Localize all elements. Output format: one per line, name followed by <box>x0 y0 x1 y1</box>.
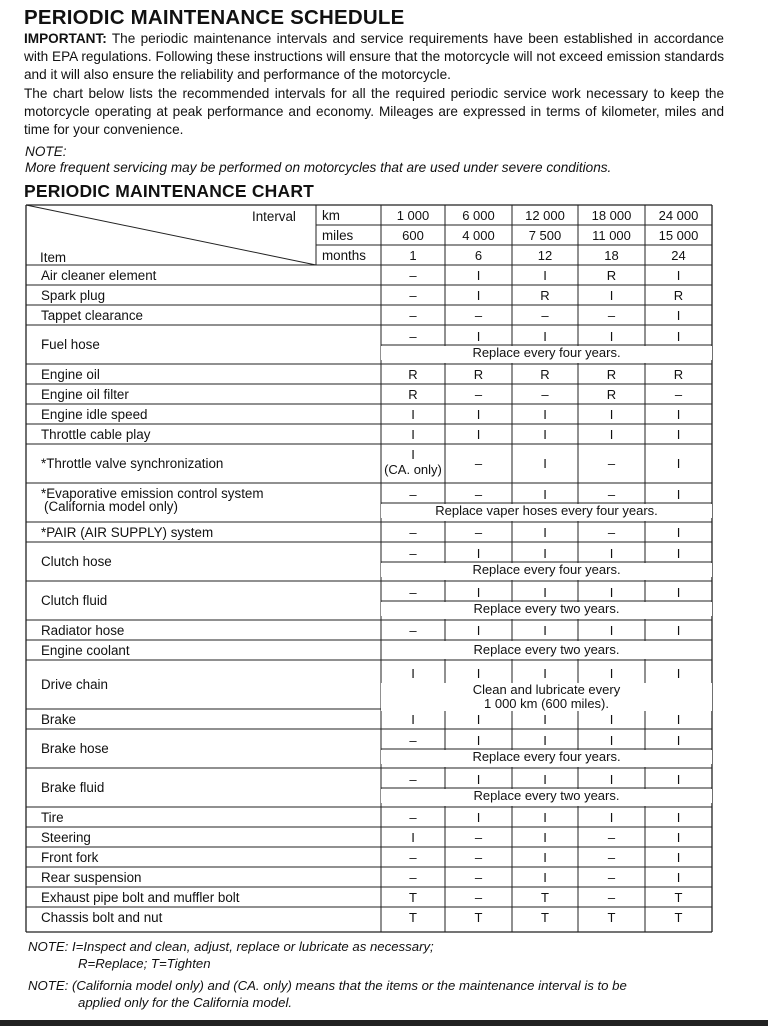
cell-value: I <box>543 711 547 727</box>
cell-value: I <box>476 287 481 303</box>
maintenance-chart <box>26 205 712 932</box>
cell-value: – <box>409 732 417 748</box>
interval-months-3: 18 <box>604 248 619 263</box>
cell-value: I <box>476 622 481 638</box>
row-item-label: Engine oil filter <box>41 386 129 402</box>
cell-value: I <box>609 732 614 748</box>
row-item-label: Drive chain <box>41 677 108 692</box>
row-item-label: Exhaust pipe bolt and muffler bolt <box>41 889 240 905</box>
intro-paragraph: The chart below lists the recommended intervals for all the required periodic service work necessary to keep the motorcycle operating at peak performance and economy. Mileages are expressed in terms of kilometer, miles and time for your convenience. <box>24 86 724 138</box>
cell-value: I <box>676 771 681 787</box>
interval-miles-1: 4 000 <box>462 228 495 243</box>
cell-value: I <box>676 426 681 442</box>
cell-value: – <box>474 889 483 905</box>
cell-value: T <box>541 909 549 925</box>
cell-value: T <box>409 889 417 905</box>
footnote-1-line-2: R=Replace; T=Tighten <box>78 956 211 971</box>
cell-value: I <box>609 287 614 303</box>
cell-value: I <box>609 711 614 727</box>
cell-value: I <box>411 711 415 727</box>
cell-value: – <box>474 829 483 845</box>
cell-value: I <box>543 426 547 442</box>
cell-value: I <box>609 426 614 442</box>
cell-value: T <box>674 909 683 925</box>
unit-label-months: months <box>322 248 366 263</box>
interval-km-3: 18 000 <box>591 208 632 223</box>
row-item-label: *PAIR (AIR SUPPLY) system <box>41 524 214 540</box>
cell-value: – <box>409 771 417 787</box>
cell-value: I <box>609 406 614 422</box>
cell-value: I <box>476 426 481 442</box>
cell-value: R <box>473 366 484 382</box>
cell-value: – <box>409 584 417 600</box>
cell-value: I <box>476 328 481 344</box>
note-text: More frequent servicing may be performed on motorcycles that are used under severe conditions. <box>25 160 612 175</box>
footnote-2-line-2: applied only for the California model. <box>78 995 293 1010</box>
cell-value: – <box>409 328 417 344</box>
span-note: Replace every two years. <box>473 642 620 657</box>
cell-value: R <box>540 287 550 303</box>
cell-value: – <box>409 849 417 865</box>
row-item-label: *Throttle valve synchronization <box>41 456 224 471</box>
important-text: The periodic maintenance intervals and service requirements have been established in accordance with EPA regulations. Following these instructions will ensure that the motorcycle will not exceed emission standards and it will also ensure the reliability and performance of the motorcycle. <box>24 31 724 83</box>
cell-value: – <box>607 456 616 471</box>
cell-value: – <box>541 307 549 323</box>
cell-value: I <box>543 486 547 502</box>
row-item-label: Tire <box>41 809 64 825</box>
cell-value: – <box>607 307 616 323</box>
cell-value: I <box>411 829 415 845</box>
cell-value: R <box>673 287 684 303</box>
cell-value: – <box>409 287 417 303</box>
cell-value: – <box>607 829 616 845</box>
cell-value: I <box>676 545 681 561</box>
cell-value: I <box>543 267 547 283</box>
row-item-label: Chassis bolt and nut <box>41 909 163 925</box>
span-note: Replace vaper hoses every four years. <box>381 504 712 518</box>
interval-km-0: 1 000 <box>396 208 430 223</box>
cell-value: – <box>474 524 483 540</box>
row-item-label: Brake fluid <box>41 780 105 795</box>
interval-months-4: 24 <box>671 248 686 263</box>
cell-value: I <box>476 267 481 283</box>
cell-value: R <box>540 366 550 382</box>
cell-value: – <box>409 809 417 825</box>
cell-value: – <box>607 524 616 540</box>
cell-value: I <box>476 809 481 825</box>
cell-value: I <box>411 406 415 422</box>
cell-value: I <box>411 426 415 442</box>
cell-value: I <box>676 524 681 540</box>
cell-value: I <box>543 666 547 681</box>
cell-value: T <box>409 909 417 925</box>
cell-value: – <box>474 307 483 323</box>
interval-km-1: 6 000 <box>462 208 495 223</box>
cell-value: I <box>543 406 547 422</box>
row-item-label: Fuel hose <box>41 337 100 352</box>
cell-value: I <box>676 666 681 681</box>
note-label: NOTE: <box>25 144 67 159</box>
span-note: Replace every two years. <box>381 602 712 616</box>
interval-months-1: 6 <box>474 248 483 263</box>
interval-months-2: 12 <box>537 248 553 263</box>
cell-value: T <box>474 909 483 925</box>
cell-value: I <box>609 545 614 561</box>
cell-value: – <box>409 307 417 323</box>
footnote-2 <box>28 977 627 994</box>
span-note: Clean and lubricate every <box>381 683 712 707</box>
important-paragraph <box>24 30 724 85</box>
cell-value: R <box>606 267 617 283</box>
cell-value: I <box>676 406 681 422</box>
row-item-sublabel: (California model only) <box>44 499 178 514</box>
cell-value: – <box>409 622 417 638</box>
cell-value: – <box>409 267 417 283</box>
footnote-2-line-1: (California model only) and (CA. only) means that the items or the maintenance interval is to be <box>68 978 627 993</box>
cell-value: I <box>676 328 681 344</box>
cell-value: R <box>408 366 418 382</box>
row-item-label: Engine idle speed <box>41 406 148 422</box>
page-title: PERIODIC MAINTENANCE SCHEDULE <box>24 6 405 29</box>
cell-value: I <box>543 849 547 865</box>
cell-value: I <box>543 622 547 638</box>
cell-value: I <box>543 809 547 825</box>
footnote-1-label: NOTE: <box>28 939 69 954</box>
cell-value: I <box>609 809 614 825</box>
row-item-label: Brake hose <box>41 741 109 756</box>
cell-value: – <box>474 456 483 471</box>
footnote-1 <box>28 938 434 955</box>
cell-value: I <box>609 622 614 638</box>
cell-value: I <box>476 545 481 561</box>
item-header: Item <box>40 250 67 265</box>
interval-miles-0: 600 <box>402 228 424 243</box>
cell-value: – <box>474 486 483 502</box>
row-item-label: *Evaporative emission control system <box>41 486 264 501</box>
span-note-line-2: 1 000 km (600 miles). <box>381 697 712 711</box>
cell-value: I <box>543 456 547 471</box>
span-note: Replace every four years. <box>381 750 712 764</box>
row-item-label: Air cleaner element <box>41 267 157 283</box>
cell-value: – <box>409 524 417 540</box>
row-item-label: Radiator hose <box>41 622 125 638</box>
cell-value: I <box>676 307 681 323</box>
cell-value: I <box>543 829 547 845</box>
cell-value: T <box>607 909 616 925</box>
cell-value: I <box>676 711 681 727</box>
cell-value: – <box>409 545 417 561</box>
row-item-label: Throttle cable play <box>41 426 151 442</box>
span-note: Replace every two years. <box>381 789 712 803</box>
cell-value: I <box>609 666 614 681</box>
bottom-rule <box>0 1020 768 1026</box>
cell-value: I <box>609 771 614 787</box>
cell-value: I <box>609 584 614 600</box>
cell-value: R <box>606 366 617 382</box>
cell-value: I <box>676 622 681 638</box>
interval-km-2: 12 000 <box>525 208 565 223</box>
row-item-label: Engine oil <box>41 366 100 382</box>
cell-value: I <box>676 456 681 471</box>
row-item-label: Front fork <box>41 849 99 865</box>
cell-value: I <box>476 732 481 748</box>
cell-value: T <box>541 889 549 905</box>
row-item-label: Rear suspension <box>41 869 142 885</box>
cell-value: – <box>607 889 616 905</box>
interval-miles-3: 11 000 <box>592 228 631 243</box>
cell-value: I <box>476 771 481 787</box>
cell-value: I <box>411 447 415 462</box>
cell-value: I <box>476 711 481 727</box>
interval-miles-2: 7 500 <box>528 228 562 243</box>
cell-value: – <box>541 386 549 402</box>
cell-value: – <box>474 849 483 865</box>
cell-value: – <box>409 869 417 885</box>
chart-title: PERIODIC MAINTENANCE CHART <box>24 181 315 201</box>
cell-value: – <box>607 486 616 502</box>
cell-value: I <box>676 809 681 825</box>
row-item-label: Clutch hose <box>41 554 112 569</box>
footnote-1-line-1: I=Inspect and clean, adjust, replace or lubricate as necessary; <box>68 939 434 954</box>
interval-months-0: 1 <box>409 248 417 263</box>
cell-value: I <box>676 869 681 885</box>
cell-value: – <box>607 849 616 865</box>
cell-value: – <box>474 386 483 402</box>
row-item-label: Engine coolant <box>41 642 130 658</box>
cell-value: – <box>474 869 483 885</box>
cell-value: I <box>543 732 547 748</box>
interval-km-4: 24 000 <box>658 208 699 223</box>
footnote-2-label: NOTE: <box>28 978 69 993</box>
unit-label-km: km <box>322 208 340 223</box>
cell-ca-only-note: (CA. only) <box>384 462 442 477</box>
cell-value: I <box>543 771 547 787</box>
span-note: Replace every four years. <box>381 563 712 577</box>
cell-value: – <box>674 386 683 402</box>
row-item-label: Tappet clearance <box>41 307 143 323</box>
span-note: Replace every four years. <box>381 346 712 360</box>
interval-miles-4: 15 000 <box>658 228 699 243</box>
interval-header: Interval <box>252 209 296 224</box>
cell-value: I <box>676 829 681 845</box>
cell-value: I <box>676 849 681 865</box>
cell-value: – <box>607 869 616 885</box>
row-item-label: Steering <box>41 829 91 845</box>
cell-value: R <box>673 366 684 382</box>
cell-value: I <box>476 666 481 681</box>
cell-value: I <box>676 584 681 600</box>
cell-value: I <box>411 666 415 681</box>
cell-value: I <box>476 584 481 600</box>
cell-value: R <box>606 386 617 402</box>
cell-value: I <box>543 869 547 885</box>
cell-value: I <box>676 267 681 283</box>
row-item-label: Clutch fluid <box>41 593 108 608</box>
important-label: IMPORTANT: <box>24 31 107 46</box>
row-item-label: Brake <box>41 711 76 727</box>
cell-value: I <box>543 584 547 600</box>
unit-label-miles: miles <box>322 228 354 243</box>
cell-value: I <box>543 524 547 540</box>
cell-value: I <box>609 328 614 344</box>
cell-value: I <box>676 732 681 748</box>
cell-value: T <box>674 889 683 905</box>
cell-value: R <box>408 386 418 402</box>
cell-value: I <box>543 328 547 344</box>
cell-value: – <box>409 486 417 502</box>
cell-value: I <box>476 406 481 422</box>
cell-value: I <box>543 545 547 561</box>
row-item-label: Spark plug <box>41 287 106 303</box>
cell-value: I <box>676 486 681 502</box>
